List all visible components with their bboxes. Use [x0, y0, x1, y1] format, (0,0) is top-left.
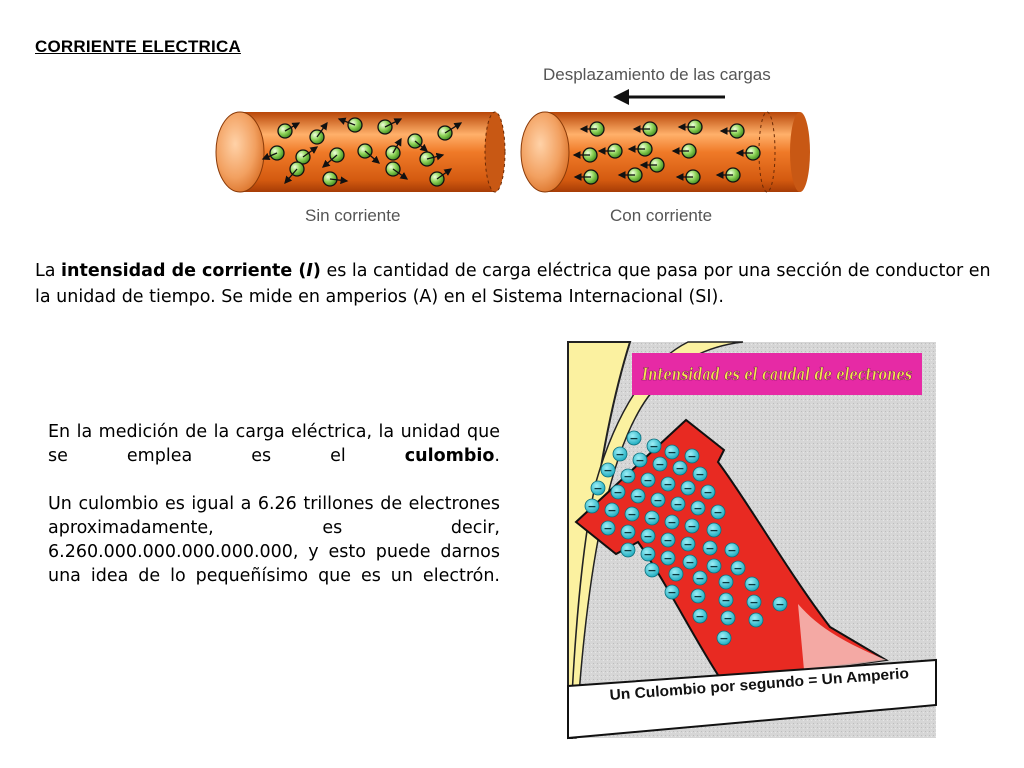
electron-sign: −: [733, 562, 743, 575]
electron-sign: −: [671, 568, 681, 581]
electron-sign: −: [719, 632, 729, 645]
definition-rest: es la cantidad de carga eléctrica que pasa por una sección de conductor en la unidad de tiempo. Se mide en amperios (A) en el Sistema Internacional (SI).: [35, 261, 991, 307]
coulomb-paragraph: Un culombio es igual a 6.26 trillones de electrones aproximadamente, es decir, 6.260.000.000.000.000.000, y esto puede darnos una idea de lo pequeñísimo que es un electrón.: [48, 494, 500, 586]
electron-sign: −: [615, 448, 625, 461]
electron-sign: −: [709, 524, 719, 537]
electron-sign: −: [667, 516, 677, 529]
unit-paragraph: [48, 420, 500, 492]
electron-sign: −: [721, 576, 731, 589]
electron-sign: −: [775, 598, 785, 611]
electron-sign: −: [623, 526, 633, 539]
strip-text: Un Culombio por segundo = Un Amperio: [609, 665, 900, 704]
electron-sign: −: [723, 612, 733, 625]
electron-sign: −: [675, 462, 685, 475]
electron-sign: −: [607, 504, 617, 517]
caption-no-current: Sin corriente: [305, 206, 401, 225]
electron-sign: −: [751, 614, 761, 627]
conductor-with-current: [521, 112, 810, 192]
definition-term: [61, 261, 321, 281]
electron-sign: −: [629, 432, 639, 445]
electron-sign: −: [703, 486, 713, 499]
electron-sign: −: [683, 538, 693, 551]
electron-sign: −: [693, 590, 703, 603]
electron-sign: −: [721, 594, 731, 607]
term-close: ): [312, 261, 321, 281]
electron-sign: −: [749, 596, 759, 609]
definition-prefix: La: [35, 261, 62, 281]
electron-sign: −: [603, 464, 613, 477]
electron-sign: −: [633, 490, 643, 503]
electron-sign: −: [647, 564, 657, 577]
definition-paragraph: [35, 258, 995, 310]
electron-sign: −: [643, 474, 653, 487]
electron-sign: −: [673, 498, 683, 511]
electron-sign: −: [655, 458, 665, 471]
electron-sign: −: [627, 508, 637, 521]
electron-sign: −: [667, 586, 677, 599]
electron-sign: −: [693, 502, 703, 515]
electron-sign: −: [603, 522, 613, 535]
electron-sign: −: [643, 530, 653, 543]
electron-sign: −: [587, 500, 597, 513]
slide-title: CORRIENTE ELECTRICA: [35, 37, 241, 56]
electron-sign: −: [593, 482, 603, 495]
electron-sign: −: [685, 556, 695, 569]
electron-flow-figure: [568, 342, 936, 738]
displacement-arrow: [613, 89, 725, 105]
electron-sign: −: [663, 478, 673, 491]
electron-sign: −: [695, 572, 705, 585]
electron-sign: −: [649, 440, 659, 453]
conductors-figure: [205, 55, 815, 235]
electron-sign: −: [747, 578, 757, 591]
conductor-no-current: [216, 112, 505, 192]
electron-sign: −: [663, 534, 673, 547]
electron-sign: −: [709, 560, 719, 573]
electron-sign: −: [683, 482, 693, 495]
electron-sign: −: [705, 542, 715, 555]
term-symbol: I: [306, 261, 313, 281]
electron-sign: −: [687, 450, 697, 463]
electron-sign: −: [647, 512, 657, 525]
term-text: intensidad de corriente (: [61, 261, 307, 281]
unit-text: En la medición de la carga eléctrica, la unidad que se emplea es el: [48, 422, 500, 466]
electron-sign: −: [695, 468, 705, 481]
electron-sign: −: [635, 454, 645, 467]
electron-sign: −: [653, 494, 663, 507]
banner-text: Intensidad es el caudal de electrones: [641, 365, 912, 384]
electron-sign: −: [713, 506, 723, 519]
electron-sign: −: [643, 548, 653, 561]
electron-sign: −: [667, 446, 677, 459]
electron-sign: −: [663, 552, 673, 565]
electron-sign: −: [687, 520, 697, 533]
electron-sign: −: [613, 486, 623, 499]
electron-sign: −: [623, 544, 633, 557]
unit-bold: culombio: [404, 446, 495, 466]
electron-sign: −: [695, 610, 705, 623]
arrow-caption: Desplazamiento de las cargas: [543, 65, 771, 84]
unit-end: .: [494, 446, 500, 466]
caption-with-current: Con corriente: [610, 206, 713, 225]
electron-sign: −: [727, 544, 737, 557]
electron-sign: −: [623, 470, 633, 483]
